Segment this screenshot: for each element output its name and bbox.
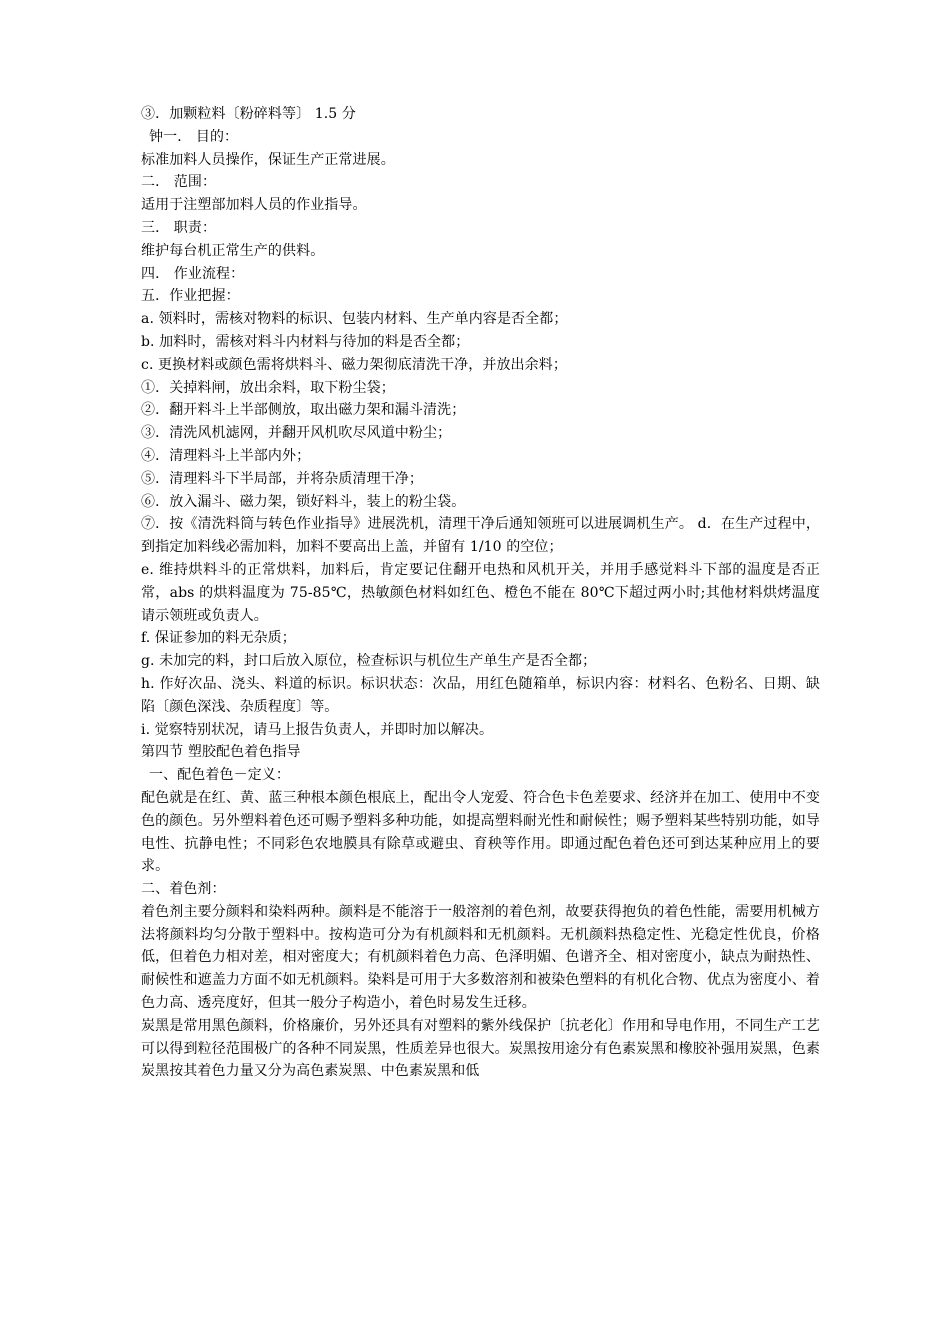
paragraph-p11: b. 加料时，需核对料斗内材料与待加的料是否全都； [141,333,470,350]
paragraph-p26: 一、配色着色－定义： [149,767,290,784]
paragraph-p04: 二． 范围： [141,174,217,191]
paragraph-p30: 炭黑是常用黑色颜料，价格廉价，另外还具有对塑料的紫外线保护〔抗老化〕作用和导电作用，不同生产工艺可以得到粒径范围极广的各种不同炭黑，性质差异也很大。炭黑按用途分有色素炭黑和橡胶补强用炭黑，色素炭黑按其着色力量又分为高色素炭黑、中色素炭黑和低 [141,1017,820,1080]
paragraph-p18: ⑥．放入漏斗、磁力架，锁好料斗，装上的粉尘袋。 [141,493,466,510]
document-body [141,103,820,1083]
paragraph-p24: i. 觉察特别状况，请马上报告负责人，并即时加以解决。 [141,721,494,738]
paragraph-p08: 四． 作业流程： [141,265,245,282]
paragraph-p13: ①．关掉料闸，放出余料，取下粉尘袋； [141,379,395,396]
paragraph-p10: a. 领料时，需核对物料的标识、包装内材料、生产单内容是否全都； [141,311,568,328]
paragraph-p06: 三． 职责： [141,219,217,236]
paragraph-p09: 五．作业把握： [141,288,240,305]
paragraph-p15: ③．清洗风机滤网，并翻开风机吹尽风道中粉尘； [141,425,452,442]
paragraph-p17: ⑤．清理料斗下半局部，并将杂质清理干净； [141,470,423,487]
paragraph-p07: 维护每台机正常生产的供料。 [141,242,325,259]
paragraph-p20: e. 维持烘料斗的正常烘料，加料后，肯定要记住翻开电热和风机开关，并用手感觉料斗下部的温度是否正常，abs 的烘料温度为 75-85℃，热敏颜色材料如红色、橙色不能在 80℃下超过两小时;其他材料烘烤温度请示领班或负责人。 [141,561,820,624]
paragraph-p02: 钟一． 目的： [149,128,239,145]
paragraph-p23: h. 作好次品、浇头、料道的标识。标识状态：次品，用红色随箱单，标识内容：材料名、色粉名、日期、缺陷〔颜色深浅、杂质程度〕等。 [141,675,820,715]
paragraph-p19: ⑦．按《清洗料筒与转色作业指导》进展洗机，清理干净后通知领班可以进展调机生产。 d．在生产过程中，到指定加料线必需加料，加料不要高出上盖，并留有 1/10 的空位； [141,516,820,556]
paragraph-p28: 二、着色剂： [141,881,226,898]
paragraph-p22: g. 未加完的料，封口后放入原位，检查标识与机位生产单生产是否全都； [141,653,597,670]
paragraph-p01: ③．加颗粒料〔粉碎料等〕 1.5 分 [141,106,356,122]
paragraph-p14: ②．翻开料斗上半部侧放，取出磁力架和漏斗清洗； [141,402,466,419]
paragraph-p27: 配色就是在红、黄、蓝三种根本颜色根底上，配出令人宠爱、符合色卡色差要求、经济并在加工、使用中不变色的颜色。另外塑料着色还可赐予塑料多种功能，如提高塑料耐光性和耐候性；赐予塑料某些特别功能，如导电性、抗静电性；不同彩色农地膜具有除草或避虫、育秧等作用。即通过配色着色还可到达某种应用上的要求。 [141,789,820,875]
paragraph-p16: ④．清理料斗上半部内外； [141,447,311,464]
paragraph-p21: f. 保证参加的料无杂质； [141,630,296,647]
paragraph-p03: 标准加料人员操作，保证生产正常进展。 [141,151,395,168]
paragraph-p05: 适用于注塑部加料人员的作业指导。 [141,197,367,214]
paragraph-p29: 着色剂主要分颜料和染料两种。颜料是不能溶于一般溶剂的着色剂，故要获得抱负的着色性能，需要用机械方法将颜料均匀分散于塑料中。按构造可分为有机颜料和无机颜料。无机颜料热稳定性、光稳定性优良，价格低，但着色力相对差，相对密度大；有机颜料着色力高、色泽明媚、色谱齐全、相对密度小，缺点为耐热性、耐候性和遮盖力方面不如无机颜料。染料是可用于大多数溶剂和被染色塑料的有机化合物、优点为密度小、着色力高、透亮度好，但其一般分子构造小，着色时易发生迁移。 [141,903,820,1012]
paragraph-p25: 第四节 塑胶配色着色指导 [141,744,301,761]
paragraph-p12: c. 更换材料或颜色需将烘料斗、磁力架彻底清洗干净，并放出余料； [141,356,567,373]
